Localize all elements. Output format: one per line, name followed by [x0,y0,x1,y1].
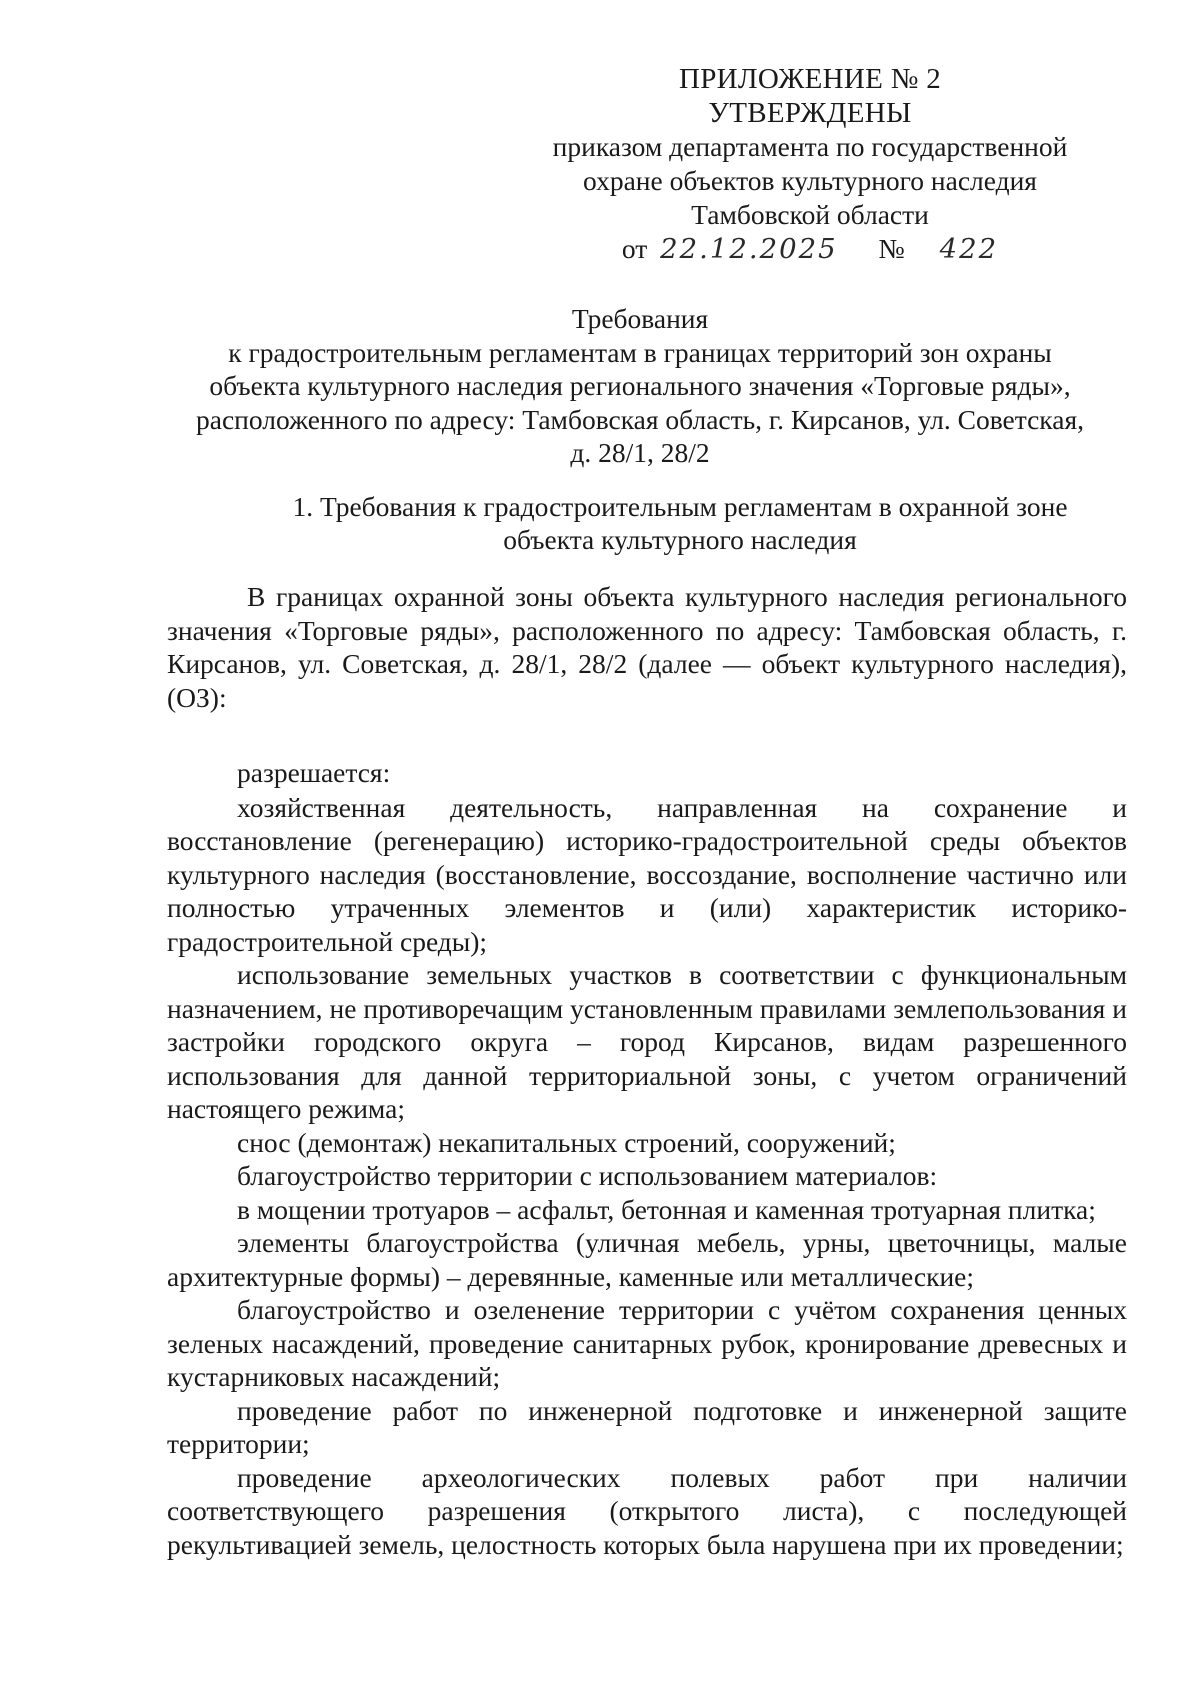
list-item: проведение археологических полевых работ при наличии соответствующего разрешения (открытого листа), с последующей рекультивацией земель, целостность которых была нарушена при их проведении; [167,1461,1127,1560]
approval-block [520,62,1100,266]
list-item: в мощении тротуаров – асфальт, бетонная и каменная тротуарная плитка; [237,1193,1096,1225]
number-prefix: № [878,233,905,264]
section-heading-line-2: объекта культурного наследия [503,524,857,555]
list-item: благоустройство территории с использованием материалов: [237,1160,938,1191]
title-line-1: Требования [571,303,709,334]
list-item: использование земельных участков в соответствии с функциональным назначением, не противоречащим установленным правилами землепользования и застройки городского округа – город Кирсанов, видам разрешенного использования для данной территориальной зоны, с учетом ограничений настоящего режима; [167,959,1127,1124]
order-line-1: приказом департамента по государственной [552,131,1068,162]
date-prefix: от [621,233,648,264]
list-item: элементы благоустройства (уличная мебель, урны, цветочницы, малые архитектурные формы) – деревянные, каменные или металлические; [167,1227,1127,1292]
allowed-label: разрешается: [237,757,391,788]
list-item: хозяйственная деятельность, направленная на сохранение и восстановление (регенерацию) историко-градостроительной среды объектов культурного наследия (восстановление, воссоздание, восполнение частично или полностью утраченных элементов и (или) характеристик историко-градостроительной среды); [167,791,1127,957]
list-item: благоустройство и озеленение территории с учётом сохранения ценных зеленых насаждений, проведение санитарных рубок, кронирование древесных и кустарниковых насаждений; [167,1294,1127,1392]
handwritten-number: 422 [939,233,999,265]
title-line-4: расположенного по адресу: Тамбовская область, г. Кирсанов, ул. Советская, [196,403,1084,435]
list-item: проведение работ по инженерной подготовке и инженерной защите территории; [167,1394,1127,1459]
order-line-3: Тамбовской области [691,199,929,230]
section-heading-line-1: 1. Требования к градостроительным регламентам в охранной зоне [292,491,1068,522]
list-item: снос (демонтаж) некапитальных строений, сооружений; [237,1126,896,1158]
title-line-2: к градостроительным регламентам в границах территорий зон охраны [228,336,1052,368]
approved-label: УТВЕРЖДЕНЫ [708,97,912,129]
document-title [160,302,1120,470]
title-line-5: д. 28/1, 28/2 [570,437,710,468]
appendix-number: ПРИЛОЖЕНИЕ № 2 [678,63,942,95]
order-date-number-line [520,232,1100,266]
order-line-2: охране объектов культурного наследия [583,165,1037,196]
section-heading [240,490,1120,556]
intro-paragraph: В границах охранной зоны объекта культурного наследия регионального значения «Торговые ряды», расположенного по адресу: Тамбовская область, г. Кирсанов, ул. Советская, д. 28/1, 28/2 (далее — объект культурного наследия), (ОЗ): [167,581,1127,713]
document-body [167,580,1127,1561]
title-line-3: объекта культурного наследия регионального значения «Торговые ряды», [209,370,1071,401]
handwritten-date: 22.12.2025 [660,233,838,265]
